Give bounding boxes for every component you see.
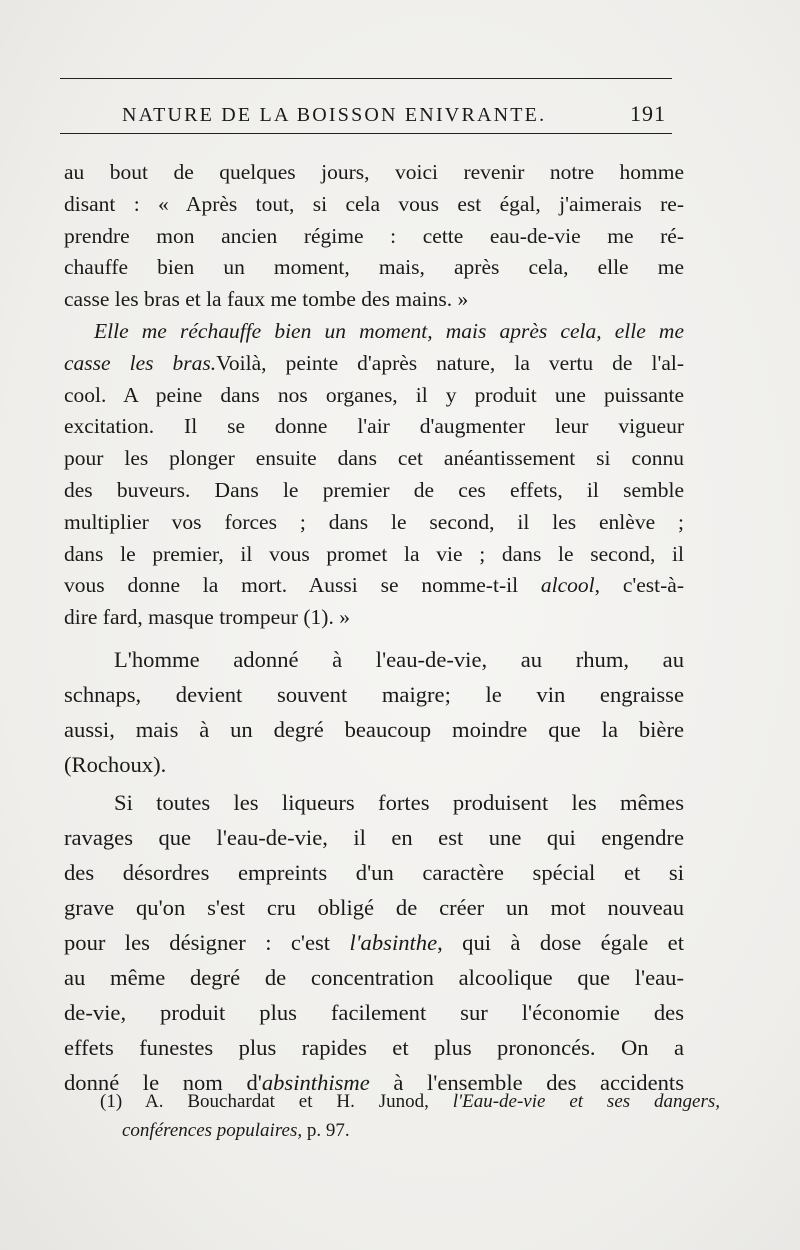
italic-word: absinthisme (261, 1070, 370, 1095)
text-line: au bout de quelques jours, voici revenir notre homme (64, 160, 684, 184)
text-line: ravages que l'eau-de-vie, il en est une qui engendre (64, 825, 684, 850)
text-line: excitation. Il se donne l'air d'augmenter leur vigueur (64, 414, 684, 439)
italic-word: alcool (540, 573, 595, 598)
text-line: schnaps, devient souvent maigre; le vin engraisse (64, 682, 684, 707)
text-line: des buveurs. Dans le premier de ces effets, il semble (64, 477, 684, 502)
text-line: disant : « Après tout, si cela vous est égal, j'aimerais re- (64, 191, 684, 216)
text-fragment: à l'ensemble des accidents (369, 1070, 684, 1095)
text-line: grave qu'on s'est cru obligé de créer un mot nouveau (64, 895, 684, 920)
text-line: de-vie, produit plus facilement sur l'économie des (64, 1000, 684, 1025)
text-line: aussi, mais à un degré beaucoup moindre que la bière (64, 717, 684, 742)
italic-word: l'absinthe (349, 930, 438, 955)
text-line: des désordres empreints d'un caractère spécial et si (64, 860, 684, 885)
footnote-line (100, 1087, 720, 1116)
text-fragment: pour les désigner : c'est (64, 930, 350, 955)
footnote-line (100, 1116, 720, 1145)
text-fragment: , qui à dose égale et (437, 930, 684, 955)
page-header (60, 78, 672, 134)
text-fragment: vous donne la mort. Aussi se nomme-t-il (64, 573, 541, 598)
text-line: au même degré de concentration alcoolique que l'eau- (64, 965, 684, 990)
text-fragment: p. 97. (302, 1120, 350, 1141)
italic-title: conférences populaires, (122, 1120, 303, 1141)
header-rule-bottom (60, 133, 672, 134)
header-rule-top (60, 78, 672, 79)
page-number: 191 (630, 101, 666, 126)
text-line (64, 570, 684, 602)
italic-quote-line: Elle me réchauffe bien un moment, mais après cela, elle me (94, 318, 684, 343)
header-row (60, 101, 672, 127)
quoted-passage (64, 157, 684, 634)
text-line: cool. A peine dans nos organes, il y produit une puissante (64, 382, 684, 407)
text-fragment: (1) A. Bouchardat et H. Junod, (100, 1091, 453, 1112)
italic-title: l'Eau-de-vie et ses dangers, (452, 1091, 720, 1112)
text-line: prendre mon ancien régime : cette eau-de-vie me ré- (64, 223, 684, 248)
text-line: pour les plonger ensuite dans cet anéantissement si connu (64, 446, 684, 471)
text-line: multiplier vos forces ; dans le second, il les enlève ; (64, 509, 684, 534)
text-line: effets funestes plus rapides et plus prononcés. On a (64, 1035, 684, 1060)
paragraph-first-line: L'homme adonné à l'eau-de-vie, au rhum, au (114, 647, 684, 672)
italic-phrase: casse les bras. (64, 350, 217, 375)
running-title: NATURE DE LA BOISSON ENIVRANTE. (122, 104, 547, 126)
paragraph-first-line: Si toutes les liqueurs fortes produisent les mêmes (114, 790, 684, 815)
text-fragment: Voilà, peinte d'après nature, la vertu de l'al- (216, 350, 684, 375)
text-fragment: , c'est-à- (594, 573, 684, 598)
text-line: dire fard, masque trompeur (1). » (64, 605, 350, 630)
text-line (64, 348, 684, 380)
text-line: dans le premier, il vous promet la vie ; dans le second, il (64, 541, 684, 566)
footnote (100, 1087, 720, 1145)
main-text (64, 642, 684, 1100)
text-line: (Rochoux). (64, 752, 167, 777)
text-fragment: donné le nom d' (64, 1070, 262, 1095)
text-line: chauffe bien un moment, mais, après cela, elle me (64, 255, 684, 280)
text-line (64, 925, 684, 960)
text-line: casse les bras et la faux me tombe des mains. » (64, 287, 469, 312)
